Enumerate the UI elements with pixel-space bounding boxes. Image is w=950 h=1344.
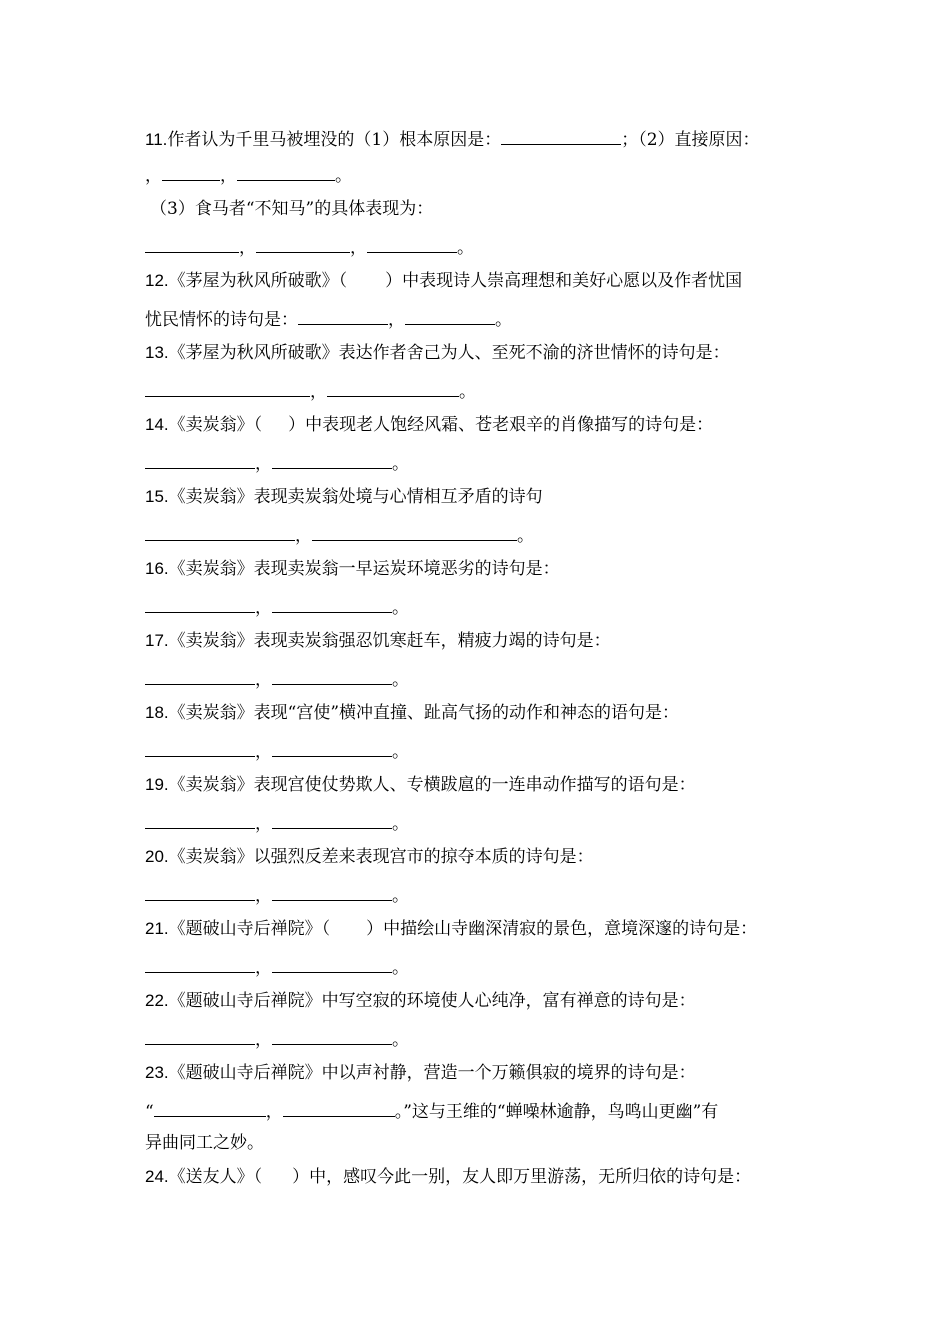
separator: ， <box>265 1102 283 1122</box>
question-23-line-3 <box>145 1132 825 1154</box>
question-number: 23. <box>145 1063 169 1082</box>
question-text: 《卖炭翁》表现卖炭翁处境与心情相互矛盾的诗句 <box>168 487 543 507</box>
separator: ， <box>255 958 272 978</box>
question-15-line-2 <box>145 522 825 547</box>
separator: ， <box>255 454 272 474</box>
question-11-line-3 <box>150 198 830 220</box>
question-text: 作者认为千里马被埋没的（1）根本原因是： <box>167 130 502 150</box>
question-14-line-2 <box>145 450 825 475</box>
question-text: ）中表现老人饱经风霜、苍老艰辛的肖像描写的诗句是： <box>288 415 714 435</box>
separator: ， <box>220 166 237 186</box>
question-17-line-1 <box>145 630 825 652</box>
answer-blank[interactable] <box>145 234 239 253</box>
question-text: 《送友人》（ <box>168 1167 263 1187</box>
answer-blank[interactable] <box>272 450 392 469</box>
question-21-line-1 <box>145 918 825 940</box>
separator: ， <box>255 886 272 906</box>
answer-blank[interactable] <box>145 954 255 973</box>
question-text: ；（2）直接原因： <box>621 130 760 150</box>
separator: ， <box>255 670 272 690</box>
answer-blank[interactable] <box>145 738 255 757</box>
question-text: 异曲同工之妙。 <box>145 1133 264 1153</box>
separator: ， <box>145 166 162 186</box>
question-13-line-1 <box>145 342 825 364</box>
question-text: 《题破山寺后禅院》中以声衬静，营造一个万籁俱寂的境界的诗句是： <box>168 1063 696 1083</box>
separator: 。 <box>392 742 409 762</box>
answer-blank[interactable] <box>298 306 388 325</box>
question-number: 18. <box>145 703 169 722</box>
question-text: （3）食马者“不知马”的具体表现为： <box>150 199 434 219</box>
question-text: 忧民情怀的诗句是： <box>145 310 298 330</box>
question-text: 。”这与王维的“蝉噪林逾静，鸟鸣山更幽”有 <box>394 1102 719 1122</box>
question-text: ）中，感叹今此一别，友人即万里游荡，无所归依的诗句是： <box>292 1167 752 1187</box>
answer-blank[interactable] <box>405 306 495 325</box>
question-text: 《卖炭翁》表现“宫使”横冲直撞、趾高气扬的动作和神态的语句是： <box>168 703 680 723</box>
question-number: 20. <box>145 847 169 866</box>
answer-blank[interactable] <box>145 666 255 685</box>
answer-blank[interactable] <box>272 666 392 685</box>
question-number: 14. <box>145 415 169 434</box>
answer-blank[interactable] <box>145 594 255 613</box>
separator: ， <box>255 814 272 834</box>
question-16-line-1 <box>145 558 825 580</box>
question-text: 《茅屋为秋风所破歌》表达作者舍己为人、至死不渝的济世情怀的诗句是： <box>168 343 730 363</box>
question-number: 15. <box>145 487 169 506</box>
question-20-line-1 <box>145 846 825 868</box>
question-17-line-2 <box>145 666 825 691</box>
question-19-line-2 <box>145 810 825 835</box>
question-11-line-2 <box>145 162 825 187</box>
separator: 。 <box>459 382 476 402</box>
separator: ， <box>255 598 272 618</box>
separator: 。 <box>457 238 474 258</box>
question-19-line-1 <box>145 774 825 796</box>
separator: 。 <box>392 886 409 906</box>
question-23-line-1 <box>145 1062 825 1084</box>
answer-blank[interactable] <box>312 522 517 541</box>
separator: 。 <box>392 598 409 618</box>
answer-blank[interactable] <box>145 810 255 829</box>
separator: ， <box>310 382 327 402</box>
separator: 。 <box>392 454 409 474</box>
question-number: 12. <box>145 271 169 290</box>
question-text: 《卖炭翁》以强烈反差来表现宫市的掠夺本质的诗句是： <box>168 847 594 867</box>
question-text: 《题破山寺后禅院》中写空寂的环境使人心纯净，富有禅意的诗句是： <box>168 991 696 1011</box>
question-number: 11. <box>145 130 168 149</box>
answer-blank[interactable] <box>154 1098 266 1117</box>
question-18-line-2 <box>145 738 825 763</box>
separator: 。 <box>517 526 534 546</box>
separator: 。 <box>392 814 409 834</box>
question-15-line-1 <box>145 486 825 508</box>
question-number: 16. <box>145 559 169 578</box>
question-text: ）中表现诗人崇高理想和美好心愿以及作者忧国 <box>385 271 743 291</box>
answer-blank[interactable] <box>162 162 220 181</box>
question-text: 《茅屋为秋风所破歌》（ <box>168 271 348 291</box>
question-13-line-2 <box>145 378 825 403</box>
separator: 。 <box>392 1030 409 1050</box>
question-21-line-2 <box>145 954 825 979</box>
answer-blank[interactable] <box>145 1026 255 1045</box>
question-number: 19. <box>145 775 169 794</box>
question-20-line-2 <box>145 882 825 907</box>
open-quote: “ <box>145 1102 154 1122</box>
separator: ， <box>388 310 405 330</box>
answer-blank[interactable] <box>145 378 310 397</box>
separator: ， <box>350 238 367 258</box>
separator: 。 <box>495 310 512 330</box>
question-text: 《卖炭翁》表现宫使仗势欺人、专横跋扈的一连串动作描写的语句是： <box>168 775 696 795</box>
answer-blank[interactable] <box>327 378 459 397</box>
answer-blank[interactable] <box>145 522 295 541</box>
question-14-line-1 <box>145 414 825 436</box>
question-number: 13. <box>145 343 169 362</box>
question-number: 17. <box>145 631 169 650</box>
separator: 。 <box>392 670 409 690</box>
question-18-line-1 <box>145 702 825 724</box>
answer-blank[interactable] <box>272 882 392 901</box>
separator: ， <box>255 742 272 762</box>
separator: ， <box>239 238 256 258</box>
answer-blank[interactable] <box>256 234 350 253</box>
answer-blank[interactable] <box>272 594 392 613</box>
answer-blank[interactable] <box>237 162 335 181</box>
question-12-line-1 <box>145 270 825 292</box>
question-24-line-1 <box>145 1166 825 1188</box>
question-12-line-2 <box>145 306 825 331</box>
separator: ， <box>255 1030 272 1050</box>
answer-blank[interactable] <box>272 738 392 757</box>
question-text: 《卖炭翁》表现卖炭翁强忍饥寒赶车，精疲力竭的诗句是： <box>168 631 611 651</box>
separator: ， <box>295 526 312 546</box>
question-11-line-4 <box>145 234 825 259</box>
answer-blank[interactable] <box>145 450 255 469</box>
question-text: 《题破山寺后禅院》（ <box>168 919 331 939</box>
answer-blank[interactable] <box>145 882 255 901</box>
question-22-line-1 <box>145 990 825 1012</box>
question-number: 22. <box>145 991 169 1010</box>
answer-blank[interactable] <box>367 234 457 253</box>
answer-blank[interactable] <box>272 1026 392 1045</box>
question-text: 《卖炭翁》表现卖炭翁一早运炭环境恶劣的诗句是： <box>168 559 560 579</box>
answer-blank[interactable] <box>283 1098 395 1117</box>
answer-blank[interactable] <box>272 810 392 829</box>
question-number: 24. <box>145 1167 169 1186</box>
separator: 。 <box>335 166 352 186</box>
question-number: 21. <box>145 919 169 938</box>
question-16-line-2 <box>145 594 825 619</box>
question-22-line-2 <box>145 1026 825 1051</box>
question-11-line-1 <box>145 126 825 151</box>
answer-blank[interactable] <box>501 126 621 145</box>
question-text: 《卖炭翁》（ <box>168 415 263 435</box>
question-text: ）中描绘山寺幽深清寂的景色，意境深邃的诗句是： <box>366 919 758 939</box>
question-23-line-2 <box>145 1098 825 1123</box>
separator: 。 <box>392 958 409 978</box>
answer-blank[interactable] <box>272 954 392 973</box>
